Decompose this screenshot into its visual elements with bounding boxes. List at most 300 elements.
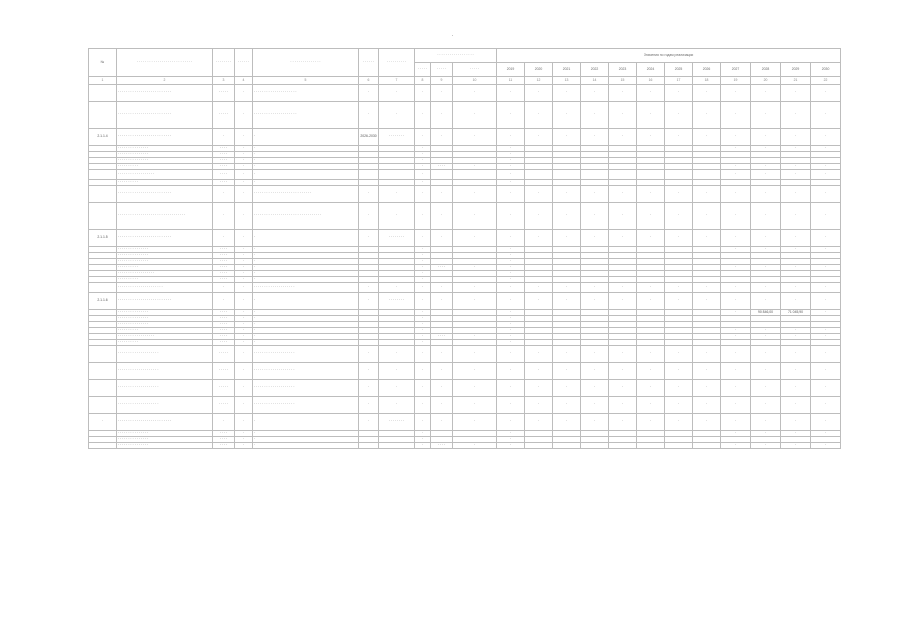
row-responsible-cell: · · · · · · · ·: [379, 230, 415, 247]
row-name-cell: · · · · · · · · · ·: [117, 277, 213, 283]
row-year-value-cell: ·: [497, 164, 525, 170]
row-relation-1-cell: ·: [415, 443, 431, 449]
row-number-cell: ·: [89, 414, 117, 431]
row-method-cell: ·: [253, 310, 359, 316]
row-year-value-cell: ·: [751, 164, 781, 170]
row-method-cell: ·: [253, 414, 359, 431]
row-year-value-cell: ·: [811, 170, 841, 180]
row-base-cell: ·: [235, 443, 253, 449]
row-year-value-cell: ·: [751, 186, 781, 203]
row-relation-1-cell: ·: [415, 186, 431, 203]
row-relation-1-cell: ·: [415, 277, 431, 283]
row-year-value-cell: ·: [781, 247, 811, 253]
row-relation-2-cell: ·: [431, 380, 453, 397]
row-year-value-cell: ·: [525, 346, 553, 363]
row-base-cell: ·: [235, 322, 253, 328]
row-year-value-cell: ·: [751, 283, 781, 293]
row-year-value-cell: ·: [751, 346, 781, 363]
row-name-cell: · · · · · · · · · · · · · · · · · · · · · ·: [117, 283, 213, 293]
row-name-cell: · · · · · · · · · ·: [117, 164, 213, 170]
row-relation-3-cell: ·: [453, 230, 497, 247]
column-numbering-row: [89, 77, 841, 85]
row-year-value-cell: ·: [811, 203, 841, 230]
row-year-value-cell: [553, 170, 581, 180]
row-year-value-cell: ·: [525, 230, 553, 247]
row-year-value-cell: ·: [811, 230, 841, 247]
row-year-value-cell: ·: [637, 293, 665, 310]
row-unit-cell: · · · ·: [213, 170, 235, 180]
row-year-value-cell: ·: [609, 414, 637, 431]
column-number-cell: 8: [415, 77, 431, 85]
row-year-value-cell: ·: [751, 431, 781, 437]
row-base-cell: ·: [235, 129, 253, 146]
row-responsible-cell: · · · · · · · ·: [379, 414, 415, 431]
row-year-value-cell: ·: [665, 380, 693, 397]
row-name-cell: · · · · · · · · · · · · · · ·: [117, 152, 213, 158]
column-number-cell: 5: [253, 77, 359, 85]
row-year-value-cell: ·: [525, 397, 553, 414]
row-year-value-cell: ·: [811, 265, 841, 271]
row-year-value-cell: ·: [721, 230, 751, 247]
row-name-cell: · · · · · · · · · ·: [117, 180, 213, 186]
row-name-cell: · · · · · · · · · · · · · · · · · · · · · · · · · ·: [117, 293, 213, 310]
row-unit-cell: ·: [213, 129, 235, 146]
row-year-value-cell: ·: [609, 102, 637, 129]
row-relation-3-cell: ·: [453, 443, 497, 449]
row-base-cell: ·: [235, 180, 253, 186]
column-number-cell: 21: [781, 77, 811, 85]
column-number-cell: 6: [359, 77, 379, 85]
row-unit-cell: · · · · ·: [213, 85, 235, 102]
row-year-value-cell: ·: [693, 293, 721, 310]
row-name-cell: · · · · · · · · · · · · · · ·: [117, 437, 213, 443]
row-method-cell: ·: [253, 146, 359, 152]
row-method-cell: ·: [253, 259, 359, 265]
row-relation-1-cell: ·: [415, 271, 431, 277]
row-base-cell: ·: [235, 271, 253, 277]
row-responsible-cell: ·: [379, 283, 415, 293]
column-number-cell: 15: [609, 77, 637, 85]
row-year-value-cell: ·: [609, 85, 637, 102]
row-relation-2-cell: ·: [431, 230, 453, 247]
row-relation-2-cell: [431, 170, 453, 180]
row-relation-1-cell: ·: [415, 152, 431, 158]
row-method-cell: ·: [253, 247, 359, 253]
row-year-value-cell: ·: [525, 85, 553, 102]
row-year-value-cell: ·: [751, 380, 781, 397]
row-year-value-cell: ·: [811, 85, 841, 102]
row-year-value-cell: ·: [497, 380, 525, 397]
row-year-value-cell: ·: [781, 170, 811, 180]
col-relation-2-header: · · · · ·: [431, 63, 453, 77]
row-term-cell: ·: [359, 186, 379, 203]
row-year-value-cell: ·: [553, 129, 581, 146]
row-method-cell: ·: [253, 431, 359, 437]
row-base-cell: ·: [235, 158, 253, 164]
row-year-value-cell: ·: [693, 230, 721, 247]
col-method-header: · · · · · · · · · · · · · · ·: [253, 49, 359, 77]
row-year-value-cell: ·: [581, 203, 609, 230]
row-year-value-cell: ·: [637, 414, 665, 431]
row-relation-2-cell: · · · ·: [431, 164, 453, 170]
row-relation-1-cell: ·: [415, 414, 431, 431]
row-name-cell: · · · · · · · · · · · · · · · · · · · · · · · · · ·: [117, 129, 213, 146]
row-relation-1-cell: ·: [415, 397, 431, 414]
row-name-cell: · · · · · · · · · · · · · · ·: [117, 310, 213, 316]
row-year-value-cell: ·: [609, 203, 637, 230]
row-year-value-cell: ·: [781, 293, 811, 310]
row-year-value-cell: ·: [637, 230, 665, 247]
row-method-cell: ·: [253, 437, 359, 443]
row-responsible-cell: ·: [379, 346, 415, 363]
row-base-cell: ·: [235, 380, 253, 397]
col-name-header: · · · · · · · · · · · · · · · · · · · · · · · · · · ·: [117, 49, 213, 77]
row-relation-3-cell: ·: [453, 293, 497, 310]
row-year-value-cell: ·: [497, 310, 525, 316]
row-year-value-cell: ·: [751, 328, 781, 334]
row-year-value-cell: ·: [781, 380, 811, 397]
row-relation-3-cell: ·: [453, 397, 497, 414]
row-term-cell: ·: [359, 380, 379, 397]
row-relation-2-cell: ·: [431, 203, 453, 230]
table-body: [89, 85, 841, 449]
row-year-value-cell: ·: [721, 397, 751, 414]
row-number-cell: [89, 380, 117, 397]
row-year-value-cell: ·: [581, 102, 609, 129]
row-base-cell: ·: [235, 334, 253, 340]
row-year-value-cell: ·: [581, 346, 609, 363]
row-year-value-cell: ·: [721, 363, 751, 380]
row-relation-1-cell: ·: [415, 380, 431, 397]
row-relation-3-cell: ·: [453, 265, 497, 271]
col-values-group-header: Значения по годам реализации: [497, 49, 841, 63]
row-responsible-cell: ·: [379, 102, 415, 129]
row-year-value-cell: ·: [497, 146, 525, 152]
row-number-cell: 2.1.1.6: [89, 293, 117, 310]
row-term-cell: 2026-2030: [359, 129, 379, 146]
year-header: 2029: [781, 63, 811, 77]
row-year-value-cell: ·: [721, 85, 751, 102]
row-method-cell: ·: [253, 277, 359, 283]
row-relation-2-cell: ·: [431, 129, 453, 146]
row-year-value-cell: ·: [525, 283, 553, 293]
row-year-value-cell: ·: [811, 328, 841, 334]
table-row: [89, 346, 841, 363]
row-relation-2-cell: ·: [431, 186, 453, 203]
row-year-value-cell: ·: [497, 170, 525, 180]
column-number-cell: 14: [581, 77, 609, 85]
row-base-cell: ·: [235, 363, 253, 380]
row-year-value-cell: ·: [751, 265, 781, 271]
row-year-value-cell: ·: [637, 380, 665, 397]
col-responsible-header: · · · · · · · · · ·: [379, 49, 415, 77]
row-number-cell: [89, 397, 117, 414]
row-year-value-cell: ·: [497, 265, 525, 271]
row-year-value-cell: ·: [665, 85, 693, 102]
row-base-cell: ·: [235, 146, 253, 152]
row-relation-1-cell: ·: [415, 247, 431, 253]
header-row-1: [89, 49, 841, 63]
row-year-value-cell: ·: [781, 443, 811, 449]
row-relation-1-cell: ·: [415, 328, 431, 334]
row-year-value-cell: [665, 170, 693, 180]
row-unit-cell: ·: [213, 230, 235, 247]
row-unit-cell: ·: [213, 186, 235, 203]
row-unit-cell: · · · ·: [213, 437, 235, 443]
row-year-value-cell: ·: [525, 363, 553, 380]
row-year-value-cell: ·: [693, 283, 721, 293]
row-method-cell: ·: [253, 164, 359, 170]
row-name-cell: · · · · · · · · · · · · · · ·: [117, 259, 213, 265]
column-number-cell: 17: [665, 77, 693, 85]
row-year-value-cell: ·: [497, 259, 525, 265]
row-year-value-cell: ·: [721, 414, 751, 431]
row-year-value-cell: ·: [665, 414, 693, 431]
row-year-value-cell: ·: [637, 203, 665, 230]
row-method-cell: ·: [253, 271, 359, 277]
row-base-cell: ·: [235, 431, 253, 437]
row-name-cell: · · · · · · · · · · · · · · · · · ·: [117, 271, 213, 277]
row-year-value-cell: ·: [751, 85, 781, 102]
row-year-value-cell: ·: [811, 397, 841, 414]
row-number-cell: [89, 203, 117, 230]
row-year-value-cell: ·: [811, 146, 841, 152]
row-base-cell: ·: [235, 186, 253, 203]
row-year-value-cell: ·: [811, 247, 841, 253]
year-header: 2024: [637, 63, 665, 77]
table-row: [89, 230, 841, 247]
row-relation-3-cell: ·: [453, 363, 497, 380]
row-year-value-cell: ·: [751, 230, 781, 247]
row-year-value-cell: ·: [553, 346, 581, 363]
row-year-value-cell: ·: [721, 186, 751, 203]
row-name-cell: · · · · · · · · · · · · · · · · · · · · · · · · · ·: [117, 102, 213, 129]
row-unit-cell: ·: [213, 283, 235, 293]
row-base-cell: ·: [235, 85, 253, 102]
row-base-cell: ·: [235, 328, 253, 334]
row-year-value-cell: ·: [665, 186, 693, 203]
row-year-value-cell: ·: [497, 277, 525, 283]
row-method-cell: ·: [253, 180, 359, 186]
row-year-value-cell: ·: [637, 283, 665, 293]
table-row: [89, 380, 841, 397]
row-unit-cell: · · · ·: [213, 443, 235, 449]
row-unit-cell: · · · ·: [213, 180, 235, 186]
row-name-cell: · · · · · · · · · · · · · · ·: [117, 322, 213, 328]
row-year-value-cell: ·: [665, 283, 693, 293]
row-number-cell: 2.1.1.4: [89, 129, 117, 146]
column-number-cell: 22: [811, 77, 841, 85]
row-base-cell: ·: [235, 164, 253, 170]
row-number-cell: [89, 443, 117, 449]
row-year-value-cell: ·: [781, 164, 811, 170]
row-year-value-cell: ·: [751, 146, 781, 152]
table-row: [89, 170, 841, 180]
row-year-value-cell: [637, 170, 665, 180]
column-number-cell: 13: [553, 77, 581, 85]
col-unit-header: · · · · · · · ·: [213, 49, 235, 77]
row-year-value-cell: ·: [751, 397, 781, 414]
row-unit-cell: · · · ·: [213, 322, 235, 328]
row-relation-1-cell: ·: [415, 265, 431, 271]
table-row: [89, 283, 841, 293]
row-year-value-cell: ·: [721, 328, 751, 334]
column-number-cell: 12: [525, 77, 553, 85]
row-base-cell: ·: [235, 283, 253, 293]
row-base-cell: ·: [235, 259, 253, 265]
row-year-value-cell: ·: [665, 102, 693, 129]
row-year-value-cell: ·: [751, 334, 781, 340]
row-year-value-cell: ·: [525, 380, 553, 397]
row-year-value-cell: ·: [497, 443, 525, 449]
row-year-value-cell: ·: [811, 164, 841, 170]
table-row: [89, 414, 841, 431]
column-number-cell: 2: [117, 77, 213, 85]
row-year-value-cell: ·: [581, 230, 609, 247]
row-year-value-cell: ·: [721, 203, 751, 230]
row-method-cell: · · · · · · · · · · · · · · · · · · · ·: [253, 283, 359, 293]
row-year-value-cell: ·: [497, 293, 525, 310]
row-base-cell: ·: [235, 414, 253, 431]
row-relation-1-cell: ·: [415, 334, 431, 340]
year-header: 2022: [581, 63, 609, 77]
row-year-value-cell: ·: [497, 186, 525, 203]
row-relation-3-cell: ·: [453, 164, 497, 170]
row-responsible-cell: [379, 170, 415, 180]
row-unit-cell: · · · ·: [213, 334, 235, 340]
row-responsible-cell: · · · · · · · ·: [379, 129, 415, 146]
row-unit-cell: · · · · ·: [213, 380, 235, 397]
row-base-cell: ·: [235, 340, 253, 346]
row-relation-1-cell: ·: [415, 158, 431, 164]
row-responsible-cell: ·: [379, 363, 415, 380]
row-number-cell: [89, 186, 117, 203]
row-term-cell: ·: [359, 346, 379, 363]
row-term-cell: ·: [359, 414, 379, 431]
row-responsible-cell: ·: [379, 85, 415, 102]
row-year-value-cell: ·: [811, 431, 841, 437]
row-relation-1-cell: ·: [415, 146, 431, 152]
row-relation-2-cell: ·: [431, 283, 453, 293]
row-relation-1-cell: ·: [415, 322, 431, 328]
row-year-value-cell: ·: [693, 129, 721, 146]
row-year-value-cell: ·: [637, 85, 665, 102]
row-relation-3-cell: ·: [453, 380, 497, 397]
row-year-value-cell: ·: [637, 102, 665, 129]
row-year-value-cell: ·: [581, 363, 609, 380]
row-year-value-cell: ·: [665, 397, 693, 414]
row-year-value-cell: ·: [497, 230, 525, 247]
col-relation-group-header: · · · · · · · · · · · · · · · · · ·: [415, 49, 497, 63]
row-year-value-cell: ·: [665, 293, 693, 310]
row-year-value-cell: ·: [497, 437, 525, 443]
row-year-value-cell: ·: [693, 102, 721, 129]
row-year-value-cell: [553, 443, 581, 449]
row-responsible-cell: ·: [379, 186, 415, 203]
row-year-value-cell: ·: [693, 380, 721, 397]
budget-indicator-table: [88, 48, 841, 449]
row-year-value-cell: ·: [637, 186, 665, 203]
table-row: [89, 443, 841, 449]
row-name-cell: · · · · · · · · · · · · · · · · · ·: [117, 334, 213, 340]
row-relation-2-cell: · · · ·: [431, 265, 453, 271]
row-year-value-cell: ·: [497, 203, 525, 230]
row-relation-1-cell: ·: [415, 431, 431, 437]
row-responsible-cell: [379, 443, 415, 449]
row-year-value-cell: [693, 443, 721, 449]
row-unit-cell: · · · ·: [213, 340, 235, 346]
row-year-value-cell: ·: [721, 380, 751, 397]
row-relation-2-cell: ·: [431, 346, 453, 363]
row-year-value-cell: ·: [581, 414, 609, 431]
row-name-cell: · · · · · · · · · · · · · · · · · ·: [117, 170, 213, 180]
row-method-cell: ·: [253, 253, 359, 259]
year-header: 2020: [525, 63, 553, 77]
row-year-value-cell: ·: [637, 363, 665, 380]
row-year-value-cell: ·: [751, 203, 781, 230]
row-year-value-cell: ·: [581, 85, 609, 102]
row-year-value-cell: ·: [811, 443, 841, 449]
row-relation-2-cell: ·: [431, 102, 453, 129]
row-year-value-cell: ·: [497, 414, 525, 431]
row-year-value-cell: ·: [781, 85, 811, 102]
row-relation-1-cell: ·: [415, 363, 431, 380]
row-year-value-cell: ·: [553, 230, 581, 247]
row-name-cell: · · · · · · · · · · · · · · ·: [117, 158, 213, 164]
row-year-value-cell: ·: [553, 283, 581, 293]
column-number-cell: 1: [89, 77, 117, 85]
col-relation-1-header: · · · · ·: [415, 63, 431, 77]
row-year-value-cell: ·: [665, 203, 693, 230]
row-relation-1-cell: ·: [415, 180, 431, 186]
row-year-value-cell: ·: [497, 102, 525, 129]
row-year-value-cell: ·: [525, 186, 553, 203]
row-year-value-cell: ·: [811, 283, 841, 293]
row-year-value-cell: ·: [525, 414, 553, 431]
row-number-cell: [89, 283, 117, 293]
row-name-cell: · · · · · · · · · · · · · · · · · · · ·: [117, 346, 213, 363]
row-year-value-cell: [525, 443, 553, 449]
row-year-value-cell: ·: [525, 102, 553, 129]
row-name-cell: · · · · · · · · · · · · · · · · · · · ·: [117, 380, 213, 397]
row-name-cell: · · · · · · · · · · · · · · ·: [117, 247, 213, 253]
col-base-header: · · · · · ·: [235, 49, 253, 77]
row-year-value-cell: ·: [751, 170, 781, 180]
year-header: 2026: [693, 63, 721, 77]
row-year-value-cell: 90 846,00: [751, 310, 781, 316]
row-year-value-cell: ·: [497, 322, 525, 328]
row-year-value-cell: ·: [497, 129, 525, 146]
year-header: 2028: [751, 63, 781, 77]
row-unit-cell: · · · · ·: [213, 363, 235, 380]
row-year-value-cell: ·: [553, 397, 581, 414]
row-name-cell: · · · · · · · · · · · · · · ·: [117, 253, 213, 259]
row-relation-1-cell: ·: [415, 164, 431, 170]
row-year-value-cell: ·: [609, 397, 637, 414]
row-method-cell: · · · · · · · · · · · · · · · · · · · · · · · · · · · · · · · · ·: [253, 203, 359, 230]
year-header: 2030: [811, 63, 841, 77]
row-responsible-cell: · · · · · · · ·: [379, 293, 415, 310]
row-year-value-cell: ·: [721, 293, 751, 310]
row-relation-3-cell: ·: [453, 85, 497, 102]
col-term-header: · · · · · ·: [359, 49, 379, 77]
year-header: 2023: [609, 63, 637, 77]
row-year-value-cell: ·: [581, 293, 609, 310]
column-number-cell: 16: [637, 77, 665, 85]
column-number-cell: 20: [751, 77, 781, 85]
row-unit-cell: · · · ·: [213, 328, 235, 334]
row-unit-cell: · · · ·: [213, 152, 235, 158]
